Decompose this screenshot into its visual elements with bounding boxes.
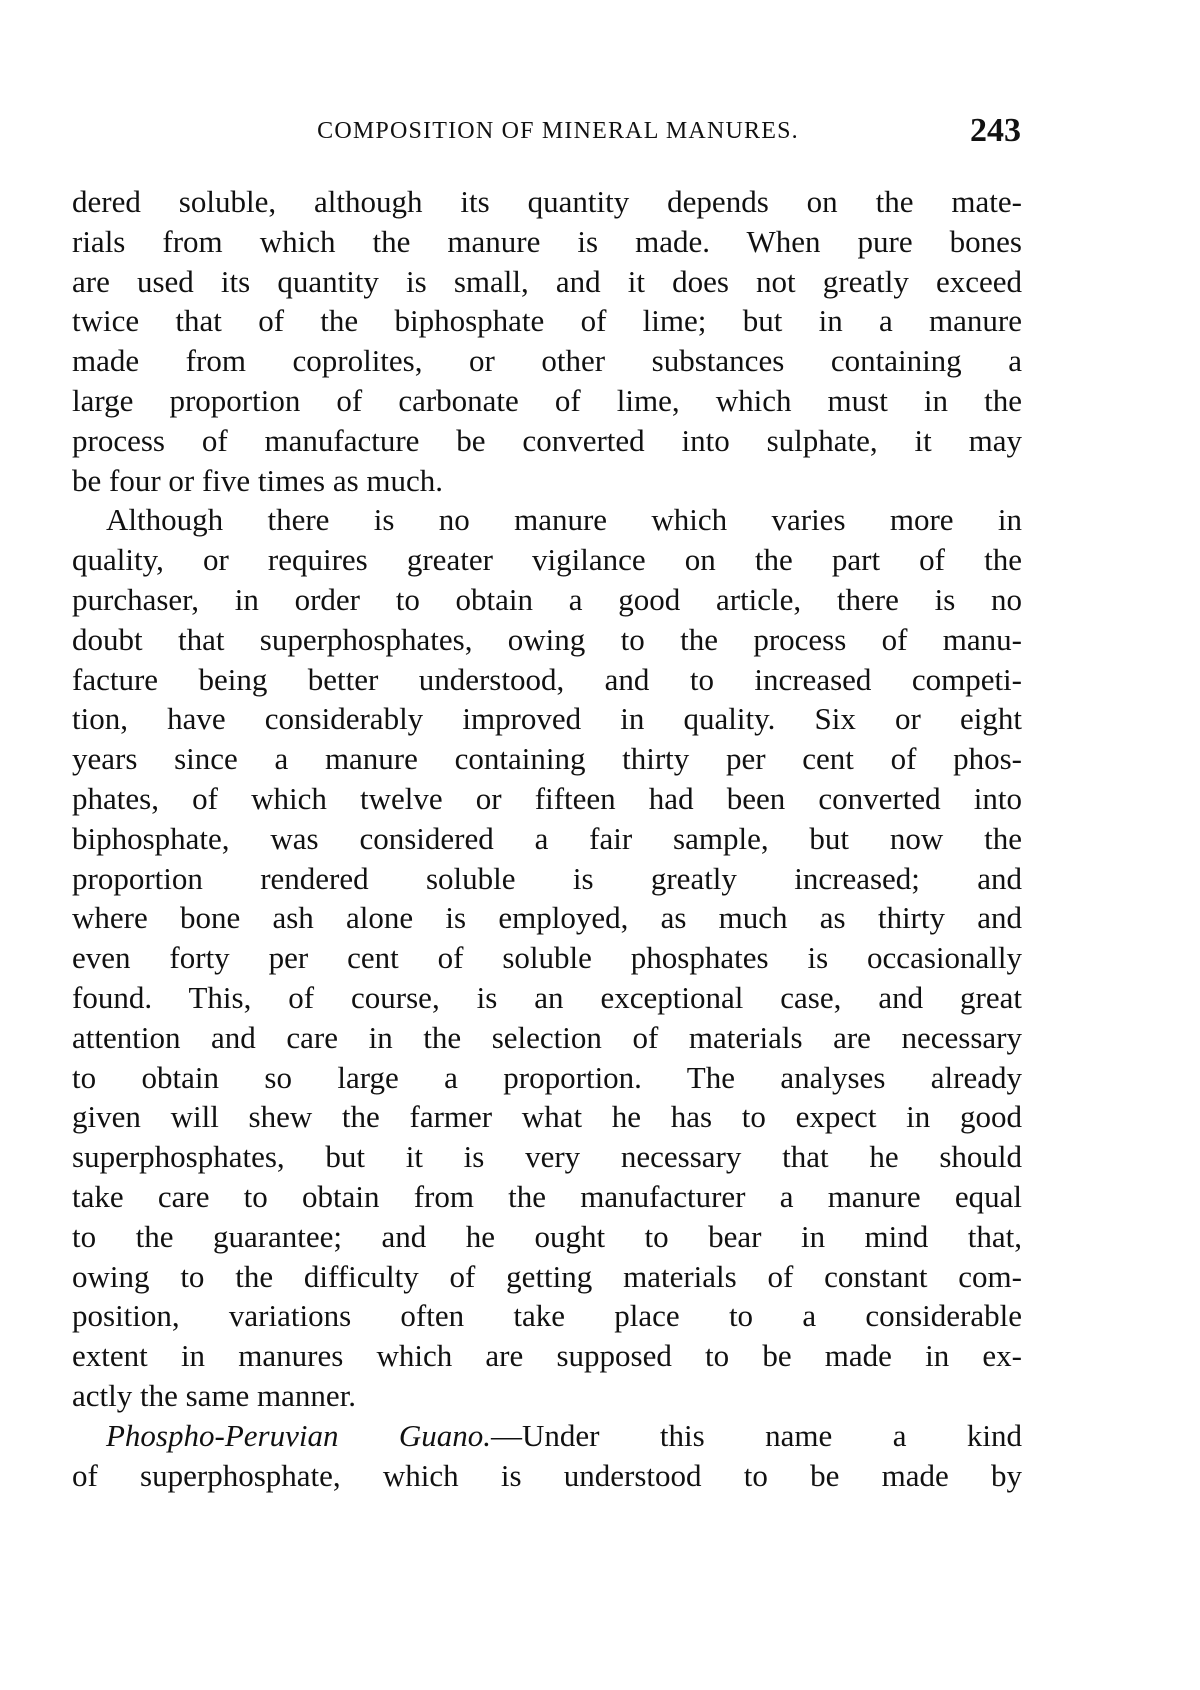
text-line: take care to obtain from the manufacturer a manure equal [72,1178,1022,1214]
text-line: to the guarantee; and he ought to bear in mind that, [72,1218,1022,1254]
text-line: be four or five times as much. [72,462,444,498]
text-line: extent in manures which are supposed to be made in ex- [72,1338,1022,1374]
text-line: proportion rendered soluble is greatly increased; and [72,860,1022,896]
text-line: owing to the difficulty of getting materials of constant com- [72,1258,1022,1294]
text-line: purchaser, in order to obtain a good article, there is no [72,581,1022,617]
text-line: large proportion of carbonate of lime, which must in the [72,382,1022,418]
text-line: of superphosphate, which is understood to be made by [72,1457,1022,1493]
section-heading: Phospho-Peruvian Guano. [106,1417,492,1453]
text-line: given will shew the farmer what he has to expect in good [72,1099,1022,1135]
text-line: doubt that superphosphates, owing to the process of manu- [72,621,1022,657]
body-text [72,182,1022,1495]
text-line: made from coprolites, or other substances containing a [72,343,1022,379]
running-title: COMPOSITION OF MINERAL MANURES. [317,118,799,144]
text-line: facture being better understood, and to increased competi- [72,661,1022,697]
paragraph-start-line: Although there is no manure which varies more in [106,502,1022,538]
text-line: years since a manure containing thirty per cent of phos- [72,741,1022,777]
text-line: rials from which the manure is made. When pure bones [72,223,1022,259]
text-line: process of manufacture be converted into sulphate, it may [72,422,1022,458]
text-line: position, variations often take place to a considerable [72,1298,1022,1334]
text-line: to obtain so large a proportion. The analyses already [72,1059,1022,1095]
text-line: tion, have considerably improved in quality. Six or eight [72,701,1022,737]
page-number: 243 [970,112,1021,149]
section-text: —Under this name a kind [491,1417,1023,1453]
text-line: quality, or requires greater vigilance on the part of the [72,542,1022,578]
text-line: attention and care in the selection of materials are necessary [72,1019,1022,1055]
page-header [0,112,1200,152]
text-line: are used its quantity is small, and it does not greatly exceed [72,263,1022,299]
section-start-line [72,1416,1022,1456]
text-line: where bone ash alone is employed, as much as thirty and [72,900,1022,936]
text-line: actly the same manner. [72,1377,357,1413]
text-line: phates, of which twelve or fifteen had been converted into [72,780,1022,816]
text-line: found. This, of course, is an exceptional case, and great [72,979,1022,1015]
text-line: dered soluble, although its quantity depends on the mate- [72,184,1022,219]
text-line: biphosphate, was considered a fair sample, but now the [72,820,1022,856]
text-line: even forty per cent of soluble phosphates is occasionally [72,940,1022,976]
text-line: superphosphates, but it is very necessary that he should [72,1139,1022,1175]
text-line: twice that of the biphosphate of lime; but in a manure [72,303,1022,339]
